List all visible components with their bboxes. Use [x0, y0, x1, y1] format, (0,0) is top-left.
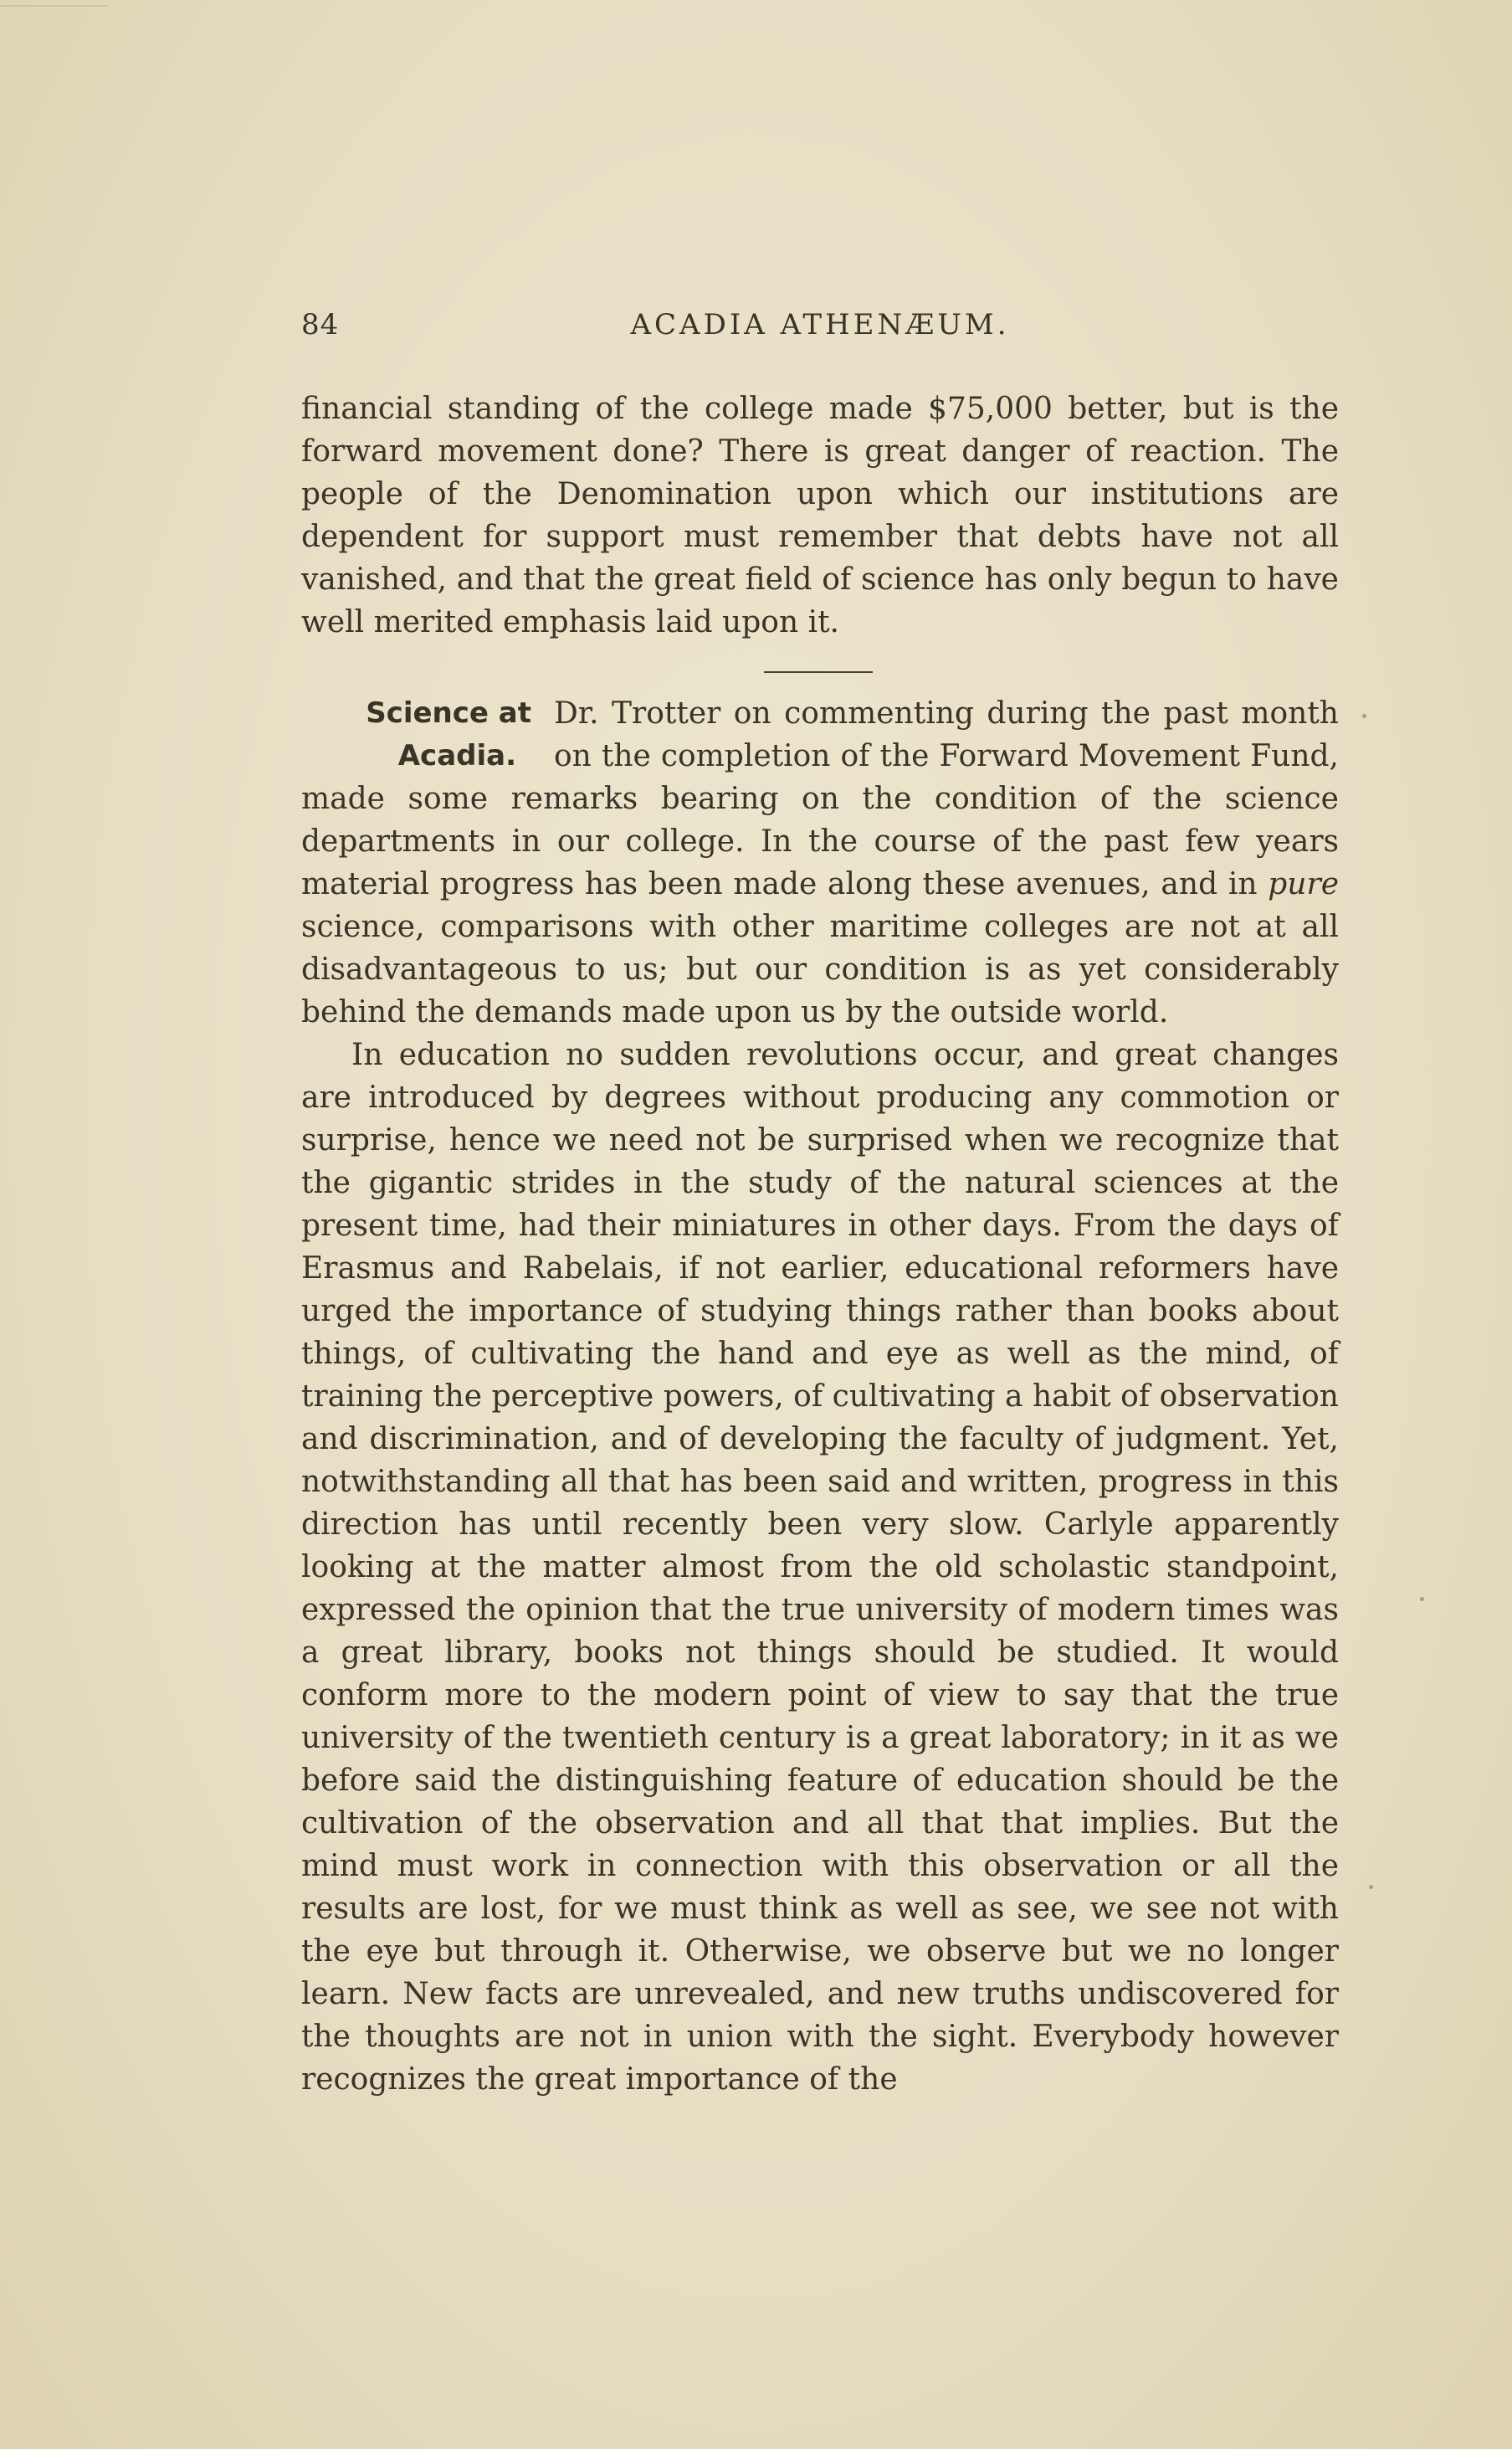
paragraph-text: financial standing of the college made $75,000 better, but is the forward movement done? There is great danger of reaction. The people of the Denomination upon which our institutions are dependent for support must remember that debts have not all vanished, and that the great field of science has only begun to have well merited emphasis laid upon it.: [301, 392, 1339, 639]
page-edge-line: [0, 5, 109, 7]
paper-speck: [1369, 1885, 1373, 1889]
paper-speck: [1420, 1597, 1424, 1601]
opening-paragraph: [301, 388, 1339, 644]
article-science-at-acadia: [301, 692, 1339, 2101]
page-header: [301, 308, 1339, 350]
article-paragraph-1-text-a: Dr. Trotter on commenting during the past month on the completion of the Forward Movement Fund, made some remarks bearing on the condition of the science departments in our college. In the course of the past few years material progress has been made along these avenues, and in: [301, 696, 1339, 901]
side-heading-line-2: Acadia.: [397, 739, 516, 773]
article-paragraph-1-text-b: science, comparisons with other maritime colleges are not at all disadvantageous to us; but our condition is as yet considerably behind the demands made upon us by the outside world.: [301, 910, 1339, 1029]
article-paragraph-2: In education no sudden revolutions occur, and great changes are introduced by degrees without producing any commotion or surprise, hence we need not be surprised when we recognize that the gigantic strides in the study of the natural sciences at the present time, had their miniatures in other days. From the days of Erasmus and Rabelais, if not earlier, educational reformers have urged the importance of studying things rather than books about things, of cultivating the hand and eye as well as the mind, of training the perceptive powers, of cultivating a habit of observation and discrimination, and of developing the faculty of judgment. Yet, notwithstanding all that has been said and written, progress in this direction has until recently been very slow. Carlyle apparently looking at the matter almost from the old scholastic standpoint, expressed the opinion that the true university of modern times was a great library, books not things should be studied. It would conform more to the modern point of view to say that the true university of the twentieth century is a great laboratory; in it as we before said the distinguishing feature of education should be the cultivation of the observation and all that that implies. But the mind must work in connection with this observation or all the results are lost, for we must think as well as see, we see not with the eye but through it. Otherwise, we observe but we no longer learn. New facts are unrevealed, and new truths undiscovered for the thoughts are not in union with the sight. Everybody however recognizes the great importance of the: [301, 1038, 1339, 2097]
section-divider: [764, 671, 873, 673]
running-title: ACADIA ATHENÆUM.: [630, 308, 1010, 341]
page-number: 84: [301, 308, 340, 341]
emphasis-pure: pure: [1268, 867, 1339, 901]
side-heading-line-1: Science at: [366, 696, 531, 730]
side-heading: [301, 692, 531, 778]
paper-speck: [1362, 714, 1366, 718]
